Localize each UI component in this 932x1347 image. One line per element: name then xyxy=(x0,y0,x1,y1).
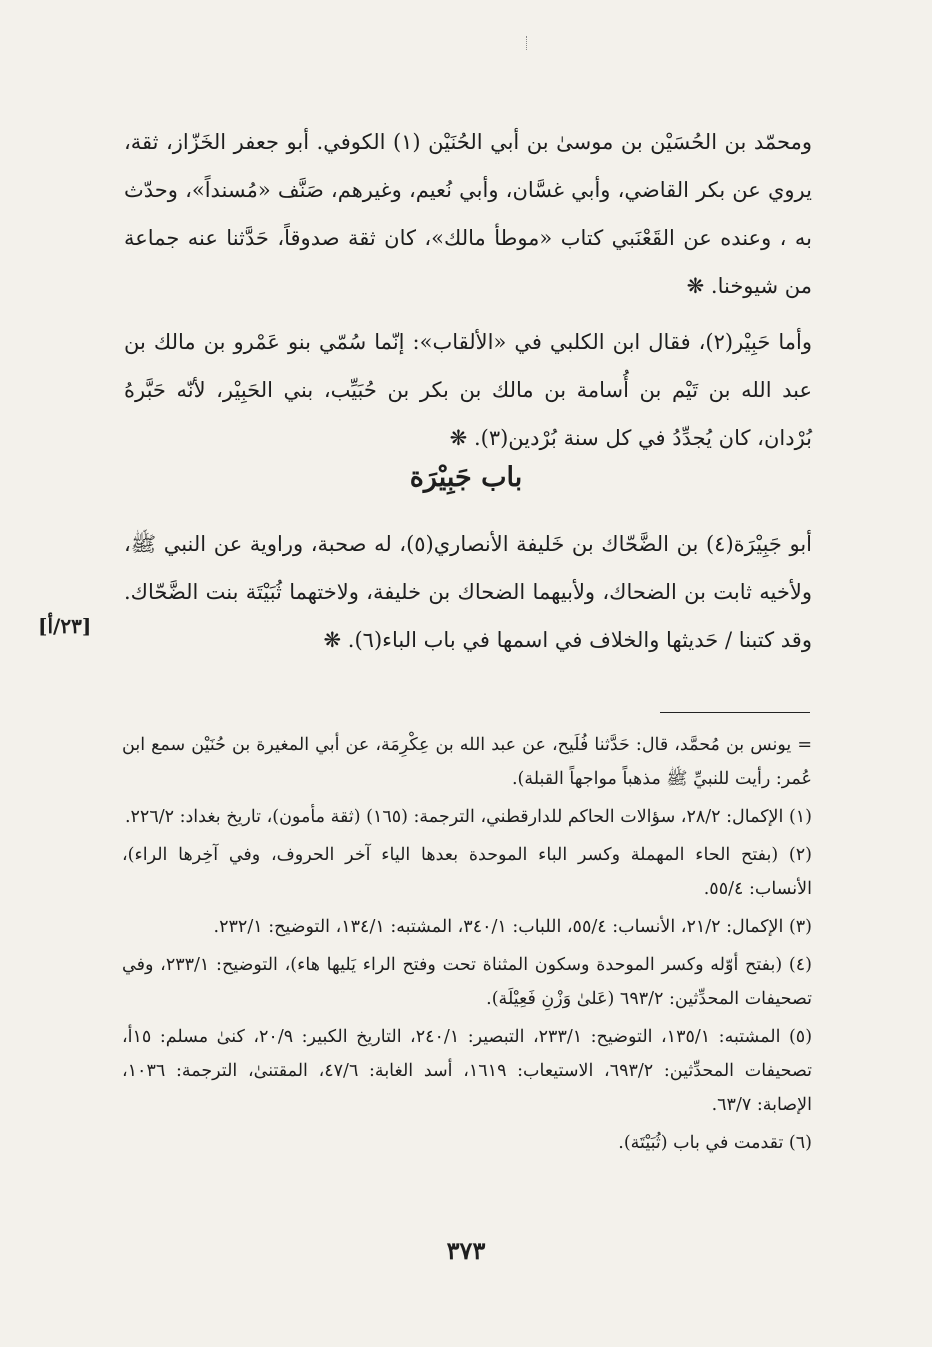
page-number: ٣٧٣ xyxy=(446,1236,486,1265)
paragraph-text: وأما حَبِيْر(٢)، فقال ابن الكلبي في «الألقاب»: إنّما سُمّي بنو عَمْرو بن مالك بن عبد الله بن تَيْم بن أُسامة بن مالك بن بكر بن حُبَيِّب، بني الحَبِيْر، لأنّه حَبَّرهُ بُرْدان، كان يُجدِّدُ في كل سنة بُرْدين(٣). ❋ xyxy=(124,330,812,450)
paragraph-muhammad-ibn-al-husayn xyxy=(124,118,812,310)
footnote-6: (٦) تقدمت في باب (ثُبَيْتَة). xyxy=(618,1133,812,1153)
paragraph-text: ومحمّد بن الحُسَيْن بن موسىٰ بن أبي الحُنَيْن (١) الكوفي. أبو جعفر الخَزّاز، ثقة، يروي عن بكر القاضي، وأبي غسَّان، وأبي نُعيم، وغيرهم، صَنَّف «مُسنداً»، وحدّث به ، وعنده عن القَعْنَبي كتاب «موطأ مالك»، كان ثقة صدوقاً، حَدَّثنا عنه جماعة من شيوخنا. ❋ xyxy=(124,130,812,298)
footnote-separator xyxy=(660,712,810,713)
section-heading: باب جَبِيْرَة xyxy=(409,462,523,493)
footnote-2: (٢) (بفتح الحاء المهملة وكسر الباء الموحدة بعدها الياء آخر الحروف، وفي آخِرها الراء)، الأنساب: ٥٥/٤. xyxy=(122,845,812,899)
paragraph-abu-jubayra xyxy=(124,520,812,664)
scan-mark xyxy=(526,36,529,50)
paragraph-text: أبو جَبِيْرَة(٤) بن الضَّحّاك بن خَليفة الأنصاري(٥)، له صحبة، وراوية عن النبي ﷺ، ولأخيه ثابت بن الضحاك، ولأبيهما الضحاك بن خليفة، ولاختهما ثُبَيْتَة بنت الضَّحّاك. وقد كتبنا / حَديثها والخلاف في اسمها في باب الباء(٦). ❋ xyxy=(124,532,812,652)
footnote-1: (١) الإكمال: ٢٨/٢، سؤالات الحاكم للدارقطني، الترجمة: (١٦٥) (ثقة مأمون)، تاريخ بغداد: ٢٢٦/٢. xyxy=(124,807,812,827)
footnote-5: (٥) المشتبه: ١٣٥/١، التوضيح: ٢٣٣/١، التبصير: ٢٤٠/١، التاريخ الكبير: ٢٠/٩، كنىٰ مسلم: ١٥أ، تصحيفات المحدِّثين: ٦٩٣/٢، الاستيعاب: ١٦١٩، أسد الغابة: ٤٧/٦، المقتنىٰ، الترجمة: ١٠٣٦، الإصابة: ٦٣/٧. xyxy=(122,1027,813,1115)
footnote-4: (٤) (بفتح أوّله وكسر الموحدة وسكون المثناة تحت وفتح الراء يَليها هاء)، التوضيح: ٢٣٣/١، وفي تصحيفات المحدِّثين: ٦٩٣/٢ (عَلىٰ وَزْنِ فَعِيْلَة). xyxy=(122,955,812,1009)
folio-margin-reference: [٢٣/أ] xyxy=(38,614,92,638)
footnote-3: (٣) الإكمال: ٢١/٢، الأنساب: ٥٥/٤، اللباب: ٣٤٠/١، المشتبه: ١٣٤/١، التوضيح: ٢٣٢/١. xyxy=(213,917,812,937)
footnotes xyxy=(122,728,812,1164)
paragraph-habir xyxy=(124,318,812,462)
footnote-continued: = يونس بن مُحمَّد، قال: حَدَّثنا فُلَيح، عن عبد الله بن عِكْرِمَة، عن أبي المغيرة بن حُنَيْن سمع ابن عُمر: رأيت للنبيِّ ﷺ مذهباً مواجهاً القبلة). xyxy=(122,735,812,789)
